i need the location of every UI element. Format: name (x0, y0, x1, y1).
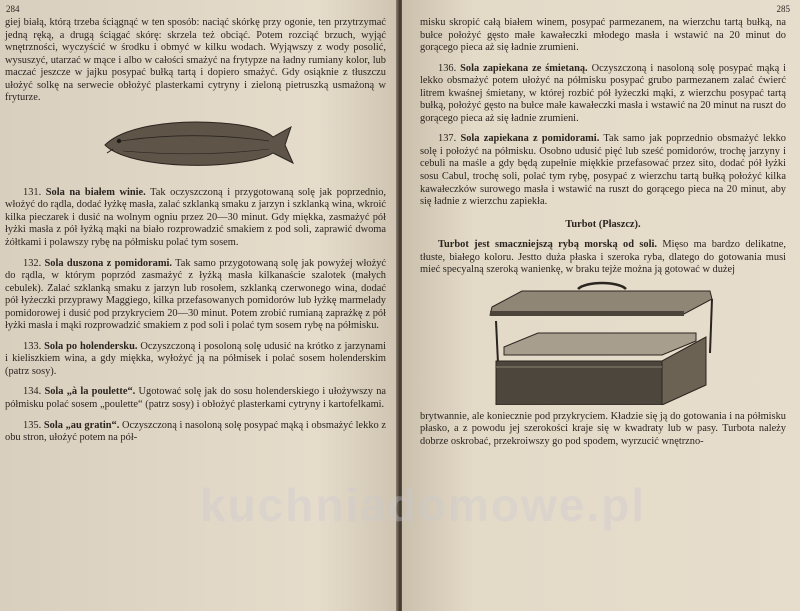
recipe-137: 137. Sola zapiekana z pomidorami. Tak samo jak poprzednio obsmażyć lekko solę i położyć na półmisku. Osobno udusić pięć lub sześć pomidorów, trochę jarzyny i cebuli na maśle a gdy będą zupełnie miękkie przefasować przez sito, dodać pół łyżki sosu Cabul, trochę soli, polać tym rybę, posypać z wierzchu tartą bułką położyć kilka kawałeczków surowego masła i wstawić na ruszt do gorącego pieca na 20 minut, aby się ładnie z wierzchu zapiekła. (420, 133, 786, 208)
recipe-title: Sola na białem winie. (45, 186, 146, 198)
recipe-131: 131. Sola na białem winie. Tak oczyszczoną i przygotowaną solę jak poprzednio, włożyć do rądla, dodać łyżkę masła, zalać szklanką smaku z jarzyn i szklanką wina, wkroić kilka pieczarek i dusić na wolnym ogniu przez 20—30 minut. Gdy miękka, zasmażyć pół łyżki masła z pół łyżką mąki na biało rozprowadzić smakiem z pod soli, zaprawić dwoma żółtkami i polawszy rybę na półmisku polać tym sosem. (5, 186, 387, 249)
recipe-133: 133. Sola po holendersku. Oczyszczoną i posoloną solę udusić na krótko z jarzynami i kieliszkiem wina, a gdy miękka, wyłożyć ją na półmisek i polać sosem holenderskim (patrz sosy). (5, 340, 386, 377)
paragraph-intro: giej białą, którą trzeba ściągnąć w ten sposób: naciąć skórkę przy ogonie, ten przytrzymać jedną ręką, a drugą ściągać skórę: skrzela też obciąć. Potem rozciąć brzuch, wyjąć wnętrzności, wyczyścić w środku i obmyć w kilku wodach. Wyjąwszy z wody posolić, wysuszyć, utarzać w mące i albo w całości smażyć na frytурze na ładny rumiany kolor, lub maczać jeszcze w jajku posypać bułką tartą i dopiero smażyć. Gdy osiąknie z tłuszczu ułożyć solkę na serwecie obłożyć plasterkami cytryny i zieloną pietruszką usmażoną w fryturze. (5, 17, 386, 104)
recipe-title: Sola duszona z pomidorami. (44, 257, 173, 269)
text-column (5, 17, 386, 448)
section-title: Turbot (Płaszcz). (565, 218, 641, 230)
recipe-title: Sola zapiekana z pomidorami. (460, 133, 600, 145)
recipe-132: 132. Sola duszona z pomidorami. Tak samo przygotowaną solę jak powyżej włożyć do rądla, w którym poprzód zasmażyć z łyżką masła kilkanaście szalotek (małych cebulek). Zalać szklanką smaku z jarzyn lub rosołem, szklanką czerwonego wina, dodać pół łyżeczki przyprawy Maggiego, kilka przefasowanych pomidorów lub łyżkę marmelady pomidorowej i dusić pod przykryciem 20—30 minut. Potem zrobić rumianą zaprażkę z pół łyżki masła i mąki rozprowadzić smakiem z pod soli i polać tym sosem rybę na półmisku. (5, 257, 387, 332)
watermark-text: kuchniadomowe.pl (200, 479, 647, 531)
text-column (420, 17, 786, 451)
recipe-title: Sola „au gratin“. (43, 419, 120, 431)
sole-fish-illustration (5, 111, 386, 175)
fish-icon (101, 111, 297, 175)
fish-kettle-illustration (420, 281, 786, 405)
recipe-135: 135. Sola „au gratin“. Oczyszczoną i nasoloną solę posypać mąką i obsmażyć lekko z obu stron, ułożyć potem na pół- (5, 419, 386, 444)
recipe-136: 136. Sola zapiekana ze śmietaną. Oczyszczoną i nasoloną solę posypać mąką i lekko obsmażyć potem ułożyć na półmisku posypać grubo parmezanem zalać ćwierć litrem kwaśnej śmietany, w której rozbić pół łyżeczki mąki, z wierzchu posypać tartą bułką, położyć gęsto na bułce małe kawałeczki masła i wstawić na 20 minut na ruszt do gorącego pieca aż się ładnie zrumieni. (420, 62, 786, 124)
page-number: 285 (776, 4, 790, 14)
right-page (402, 0, 800, 611)
fish-kettle-icon (482, 281, 722, 405)
recipe-title: Sola zapiekana ze śmietaną. (460, 62, 588, 74)
paragraph-after-figure: brytwannie, ale koniecznie pod przykryciem. Kładzie się ją do gotowania i na półmisku płasko, a z powodu jej szerokości kraje się w kwadraty lub w pasy. Turbota należy dobrze oskrobać, przekroiwszy go pod spodem, wyrzucić wnętrzno- (420, 410, 786, 447)
page-number: 284 (6, 4, 20, 14)
recipe-134: 134. Sola „à la poulette“. Ugotować solę jak do sosu holenderskiego i ułożywszy na półmisku polać sosem „poulette“ (patrz sosy) i obłożyć plasterkami cytryny i kartofelkami. (5, 386, 386, 411)
recipe-title: Sola „à la poulette“. (44, 386, 136, 398)
turbot-lead: Turbot jest smaczniejszą rybą morską od soli. (438, 239, 657, 251)
paragraph-continuation: misku skropić całą białem winem, posypać parmezanem, na wierzchu tartą bułką, na bułce położyć gęsto małe kawałeczki młodego masła i wstawić na 20 minut do gorącego pieca aż się ładnie zrumieni. (420, 17, 786, 54)
recipe-title: Sola po holendersku. (44, 340, 138, 352)
left-page (0, 0, 398, 611)
paragraph-turbot: Turbot jest smaczniejszą rybą morską od soli. Mięso ma bardzo delikatne, tłuste, białego koloru. Jestto duża płaska i szeroka ryba, dlatego do gotowania musi mieć specyalną szeroką wanienkę, w braku tejże można ją gotować w dużej (420, 239, 786, 276)
